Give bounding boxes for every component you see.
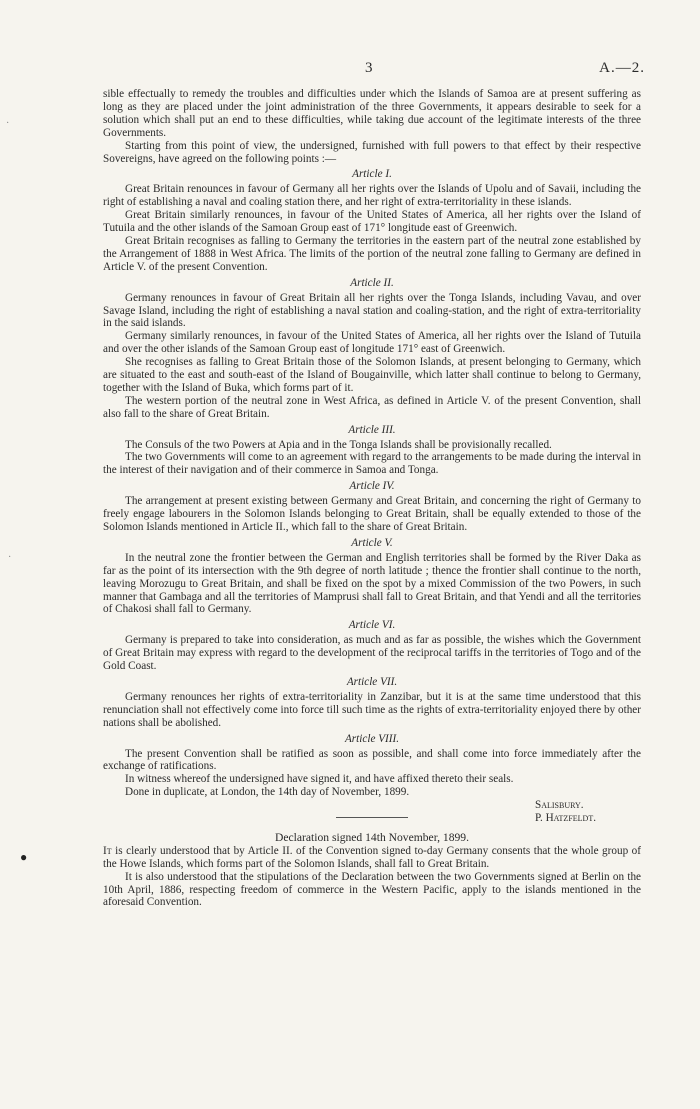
document-body bbox=[103, 88, 641, 909]
paragraph: sible effectually to remedy the troubles and difficulties under which the Islands of Samoa are at present suffering as long as they are placed under the joint administration of the three Governments, it appears desirable to seek for a solution which shall put an end to these difficulties, while taking due account of the legitimate interests of the three Governments. bbox=[103, 88, 641, 139]
paragraph: Great Britain similarly renounces, in favour of the United States of America, all her rights over the Island of Tutuila and the other islands of the Samoan Group east of 171° longitude east of Greenwich. bbox=[103, 209, 641, 235]
article-heading: Article II. bbox=[350, 276, 394, 289]
paragraph: She recognises as falling to Great Britain those of the Solomon Islands, at present belonging to Germany, which are situated to the east and south-east of the Island of Bougainville, which latter shall continue to belong to Germany, together with the Island of Buka, which forms part of it. bbox=[103, 356, 641, 394]
paragraph: Germany renounces her rights of extra-territoriality in Zanzibar, but it is at the same time understood that this renunciation shall not effectively come into force till such time as the rights of extra-territoriality enjoyed there by other nations shall be abolished. bbox=[103, 690, 641, 729]
paragraph: The western portion of the neutral zone in West Africa, as defined in Article V. of the present Convention, shall also fall to the share of Great Britain. bbox=[103, 394, 641, 420]
paragraph: The two Governments will come to an agreement with regard to the arrangements to be made during the interval in the interest of their navigation and of their commerce in Samoa and Tonga. bbox=[103, 451, 641, 477]
margin-mark: · bbox=[8, 552, 12, 563]
paragraph: The present Convention shall be ratified as soon as possible, and shall come into force immediately after the exchange of ratifications. bbox=[103, 747, 641, 773]
lead-word: It bbox=[103, 844, 112, 857]
paragraph: In witness whereof the undersigned have signed it, and have affixed thereto their seals. bbox=[125, 773, 514, 786]
divider-rule bbox=[336, 817, 408, 818]
signature-salisbury: Salisbury. bbox=[535, 799, 584, 812]
article-heading: Article VIII. bbox=[344, 732, 400, 745]
page-number: 3 bbox=[365, 60, 373, 76]
article-heading: Article V. bbox=[351, 536, 393, 549]
article-heading: Article I. bbox=[352, 168, 392, 181]
paragraph: Done in duplicate, at London, the 14th day of November, 1899. bbox=[125, 786, 410, 799]
paragraph: Starting from this point of view, the undersigned, furnished with full powers to that effect by their respective Sovereigns, have agreed on the following points :— bbox=[103, 139, 641, 165]
document-reference: A.—2. bbox=[599, 60, 645, 76]
document-page bbox=[103, 58, 645, 909]
margin-dot: ● bbox=[20, 850, 28, 864]
article-heading: Article VII. bbox=[346, 675, 398, 688]
page-header bbox=[103, 58, 645, 88]
margin-mark: · bbox=[6, 118, 10, 129]
paragraph bbox=[103, 845, 641, 871]
article-heading: Article III. bbox=[348, 423, 396, 436]
paragraph: Germany similarly renounces, in favour of the United States of America, all her rights over the Island of Tutuila and over the other islands of the Samoan Group east of longitude 171° east of Greenwich. bbox=[103, 330, 641, 356]
paragraph-text: is clearly understood that by Article II. of the Convention signed to-day Germany consents that the whole group of the Howe Islands, which forms part of the Solomon Islands, shall fall to Great Britain. bbox=[103, 844, 641, 870]
paragraph: In the neutral zone the frontier between the German and English territories shall be formed by the River Daka as far as the point of its intersection with the 9th degree of north latitude ; thence the frontier shall continue to the north, leaving Morozugu to Great Britain, and shall be fixed on the spot by a mixed Commission of the two Powers, in such manner that Gambaga and all the territories of Mamprusi shall fall to Great Britain, and that Yendi and all the territories of Chakosi shall fall to Germany. bbox=[103, 551, 641, 616]
article-heading: Article IV. bbox=[349, 480, 395, 493]
paragraph: Great Britain recognises as falling to Germany the territories in the eastern part of the neutral zone established by the Arrangement of 1888 in West Africa. The limits of the portion of the neutral zone falling to Germany are defined in Article V. of the present Convention. bbox=[103, 234, 641, 273]
paragraph: The arrangement at present existing between Germany and Great Britain, and concerning the right of Germany to freely engage labourers in the Solomon Islands belonging to Great Britain, shall be equally extended to those of the Solomon Islands mentioned in Article II., which fall to the share of Great Britain. bbox=[103, 495, 641, 533]
paragraph: The Consuls of the two Powers at Apia and in the Tonga Islands shall be provisionally recalled. bbox=[125, 438, 552, 451]
signature-hatzfeldt: P. Hatzfeldt. bbox=[535, 812, 597, 825]
paragraph: It is also understood that the stipulations of the Declaration between the two Governments signed at Berlin on the 10th April, 1886, respecting freedom of commerce in the Western Pacific, apply to the islands mentioned in the aforesaid Convention. bbox=[103, 870, 641, 909]
declaration-heading: Declaration signed 14th November, 1899. bbox=[274, 830, 469, 844]
paragraph: Germany renounces in favour of Great Britain all her rights over the Tonga Islands, including Vavau, and over Savage Island, including the right of establishing a naval station and coaling-station, and the right of extra-territoriality in the said islands. bbox=[103, 291, 641, 330]
paragraph: Germany is prepared to take into consideration, as much and as far as possible, the wishes which the Government of Great Britain may express with regard to the development of the reciprocal tariffs in the territories of Togo and of the Gold Coast. bbox=[103, 634, 641, 673]
paragraph: Great Britain renounces in favour of Germany all her rights over the Islands of Upolu and of Savaii, including the right of establishing a naval and coaling station there, and her right of extra-territoriality in these islands. bbox=[103, 183, 641, 209]
article-heading: Article VI. bbox=[348, 619, 396, 632]
